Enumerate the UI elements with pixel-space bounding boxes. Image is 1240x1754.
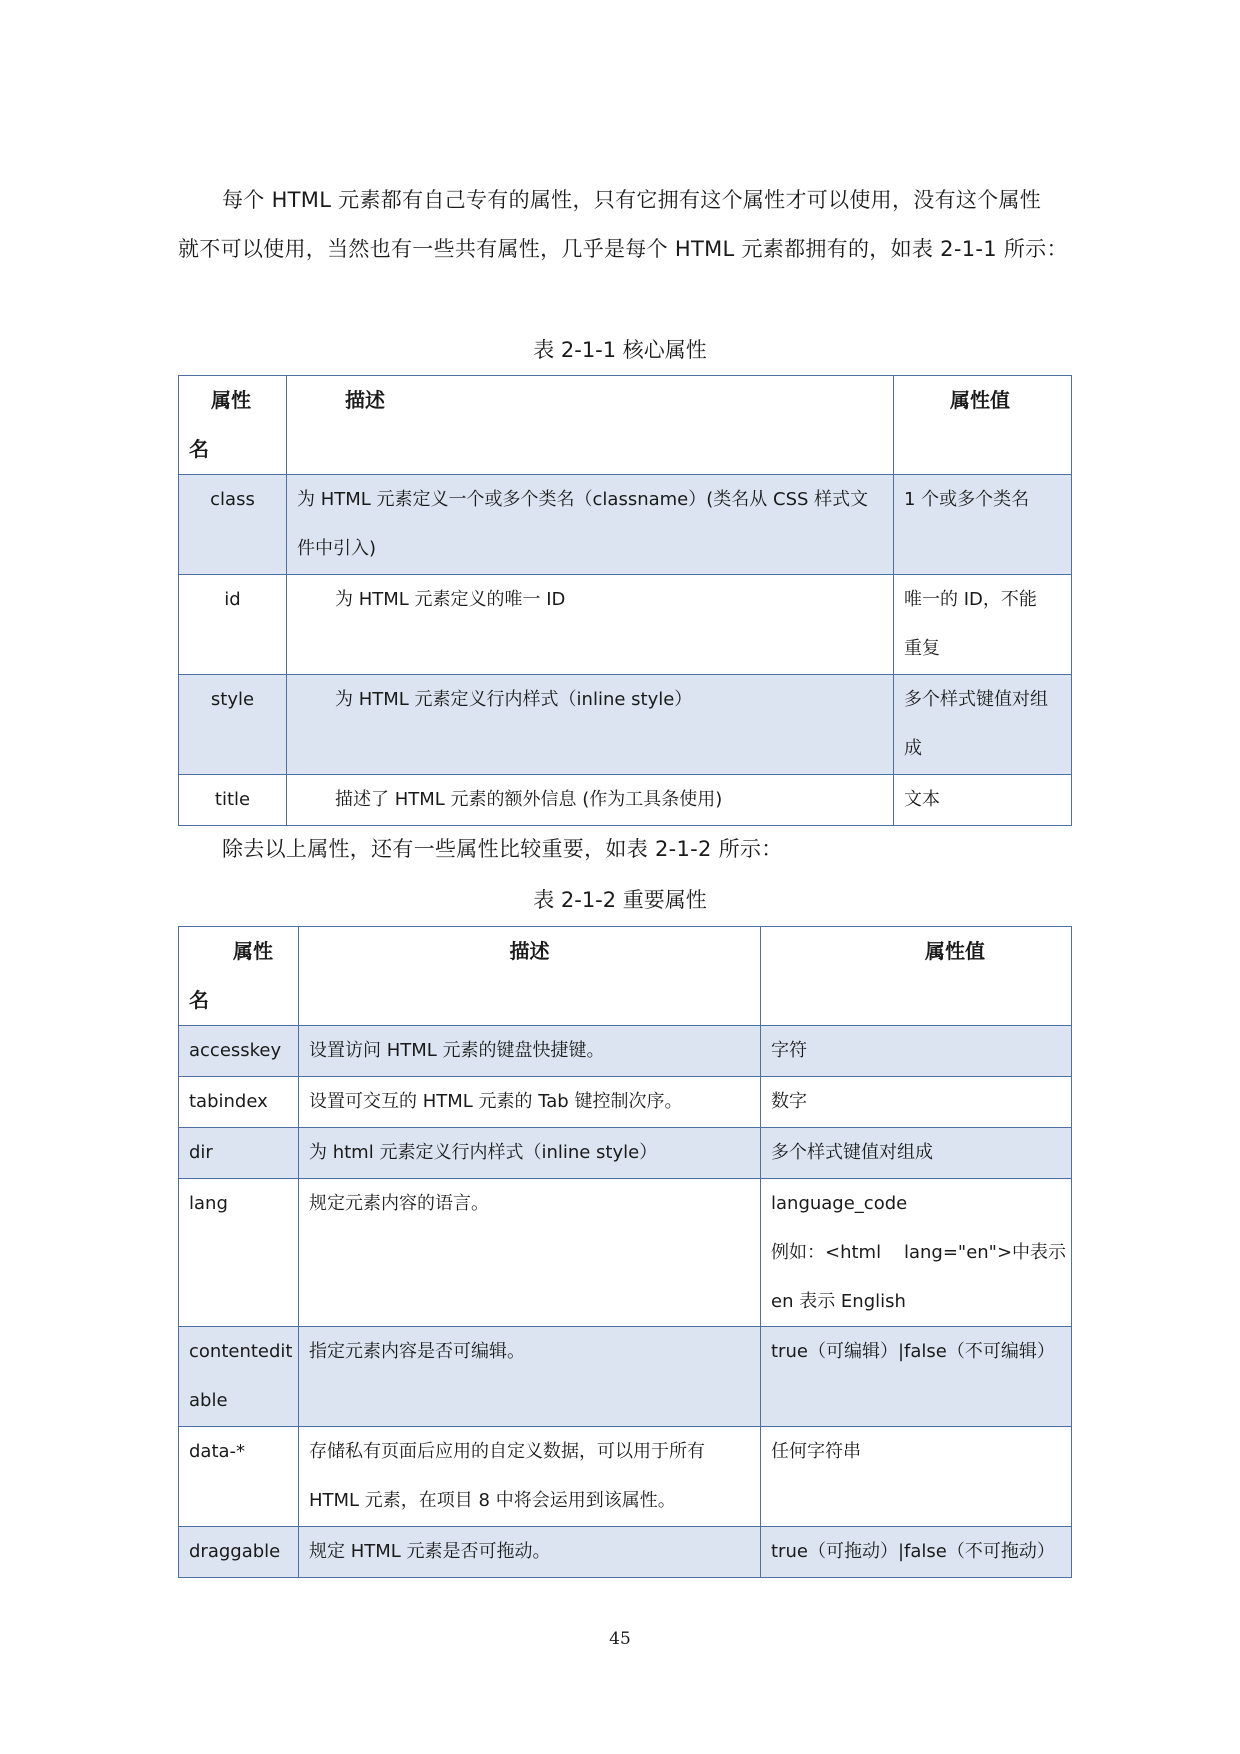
attr-desc: 存储私有页面后应用的自定义数据，可以用于所有 HTML 元素，在项目 8 中将会运用到该属性。 [299, 1427, 761, 1527]
attr-desc: 指定元素内容是否可编辑。 [299, 1327, 761, 1427]
table-row [179, 1527, 1072, 1578]
attr-name: title [179, 775, 287, 826]
table-row [179, 1327, 1072, 1427]
important-attributes-table [178, 926, 1072, 1578]
attr-desc: 规定元素内容的语言。 [299, 1179, 761, 1327]
attr-value: true（可编辑）|false（不可编辑） [761, 1327, 1072, 1427]
table-row [179, 1026, 1072, 1077]
attr-name: id [179, 575, 287, 675]
table-row [179, 1427, 1072, 1527]
table-row [179, 475, 1072, 575]
attr-value: 多个样式键值对组成 [761, 1128, 1072, 1179]
attr-desc: 规定 HTML 元素是否可拖动。 [299, 1527, 761, 1578]
intro-paragraph [178, 176, 1068, 274]
attr-name: class [179, 475, 287, 575]
table-row [179, 775, 1072, 826]
attr-value: 数字 [761, 1077, 1072, 1128]
table-row [179, 1128, 1072, 1179]
table1-header-name: 属性 名 [179, 376, 287, 475]
table-row [179, 1077, 1072, 1128]
table-row [179, 675, 1072, 775]
page-number: 45 [609, 1629, 631, 1649]
attr-value: 唯一的 ID，不能 重复 [894, 575, 1072, 675]
table-row [179, 575, 1072, 675]
table2-header-name: 属性 名 [179, 927, 299, 1026]
attr-value: 字符 [761, 1026, 1072, 1077]
attr-desc: 设置可交互的 HTML 元素的 Tab 键控制次序。 [299, 1077, 761, 1128]
attr-desc: 设置访问 HTML 元素的键盘快捷键。 [299, 1026, 761, 1077]
attr-value: true（可拖动）|false（不可拖动） [761, 1527, 1072, 1578]
table1-header-desc: 描述 [287, 376, 894, 475]
table1-caption: 表 2-1-1 核心属性 [533, 338, 707, 362]
attr-value: 文本 [894, 775, 1072, 826]
table2-caption: 表 2-1-2 重要属性 [533, 888, 707, 912]
attr-name: contentedit able [179, 1327, 299, 1427]
attr-desc: 为 html 元素定义行内样式（inline style） [299, 1128, 761, 1179]
table1-header-value: 属性值 [894, 376, 1072, 475]
attr-value: language_code 例如：<html lang="en">中表示 en 表示 English [761, 1179, 1072, 1327]
intro-line-2: 就不可以使用，当然也有一些共有属性，几乎是每个 HTML 元素都拥有的，如表 2-1-1 所示： [178, 237, 1068, 261]
table2-header-desc: 描述 [299, 927, 761, 1026]
table2-header-row [179, 927, 1072, 1026]
attr-name: dir [179, 1128, 299, 1179]
table-row [179, 1179, 1072, 1327]
attr-name: style [179, 675, 287, 775]
core-attributes-table [178, 375, 1072, 826]
between-paragraph [178, 825, 1068, 874]
table2-header-value: 属性值 [761, 927, 1072, 1026]
between-line: 除去以上属性，还有一些属性比较重要，如表 2-1-2 所示： [222, 837, 783, 861]
attr-name: data-* [179, 1427, 299, 1527]
attr-desc: 描述了 HTML 元素的额外信息 (作为工具条使用) [287, 775, 894, 826]
attr-value: 多个样式键值对组 成 [894, 675, 1072, 775]
attr-name: tabindex [179, 1077, 299, 1128]
attr-name: draggable [179, 1527, 299, 1578]
attr-desc: 为 HTML 元素定义的唯一 ID [287, 575, 894, 675]
attr-name: accesskey [179, 1026, 299, 1077]
attr-name: lang [179, 1179, 299, 1327]
table1-header-row [179, 376, 1072, 475]
intro-line-1: 每个 HTML 元素都有自己专有的属性，只有它拥有这个属性才可以使用，没有这个属性 [222, 188, 1042, 212]
attr-value: 任何字符串 [761, 1427, 1072, 1527]
attr-value: 1 个或多个类名 [894, 475, 1072, 575]
attr-desc: 为 HTML 元素定义一个或多个类名（classname）(类名从 CSS 样式文 件中引入) [287, 475, 894, 575]
attr-desc: 为 HTML 元素定义行内样式（inline style） [287, 675, 894, 775]
